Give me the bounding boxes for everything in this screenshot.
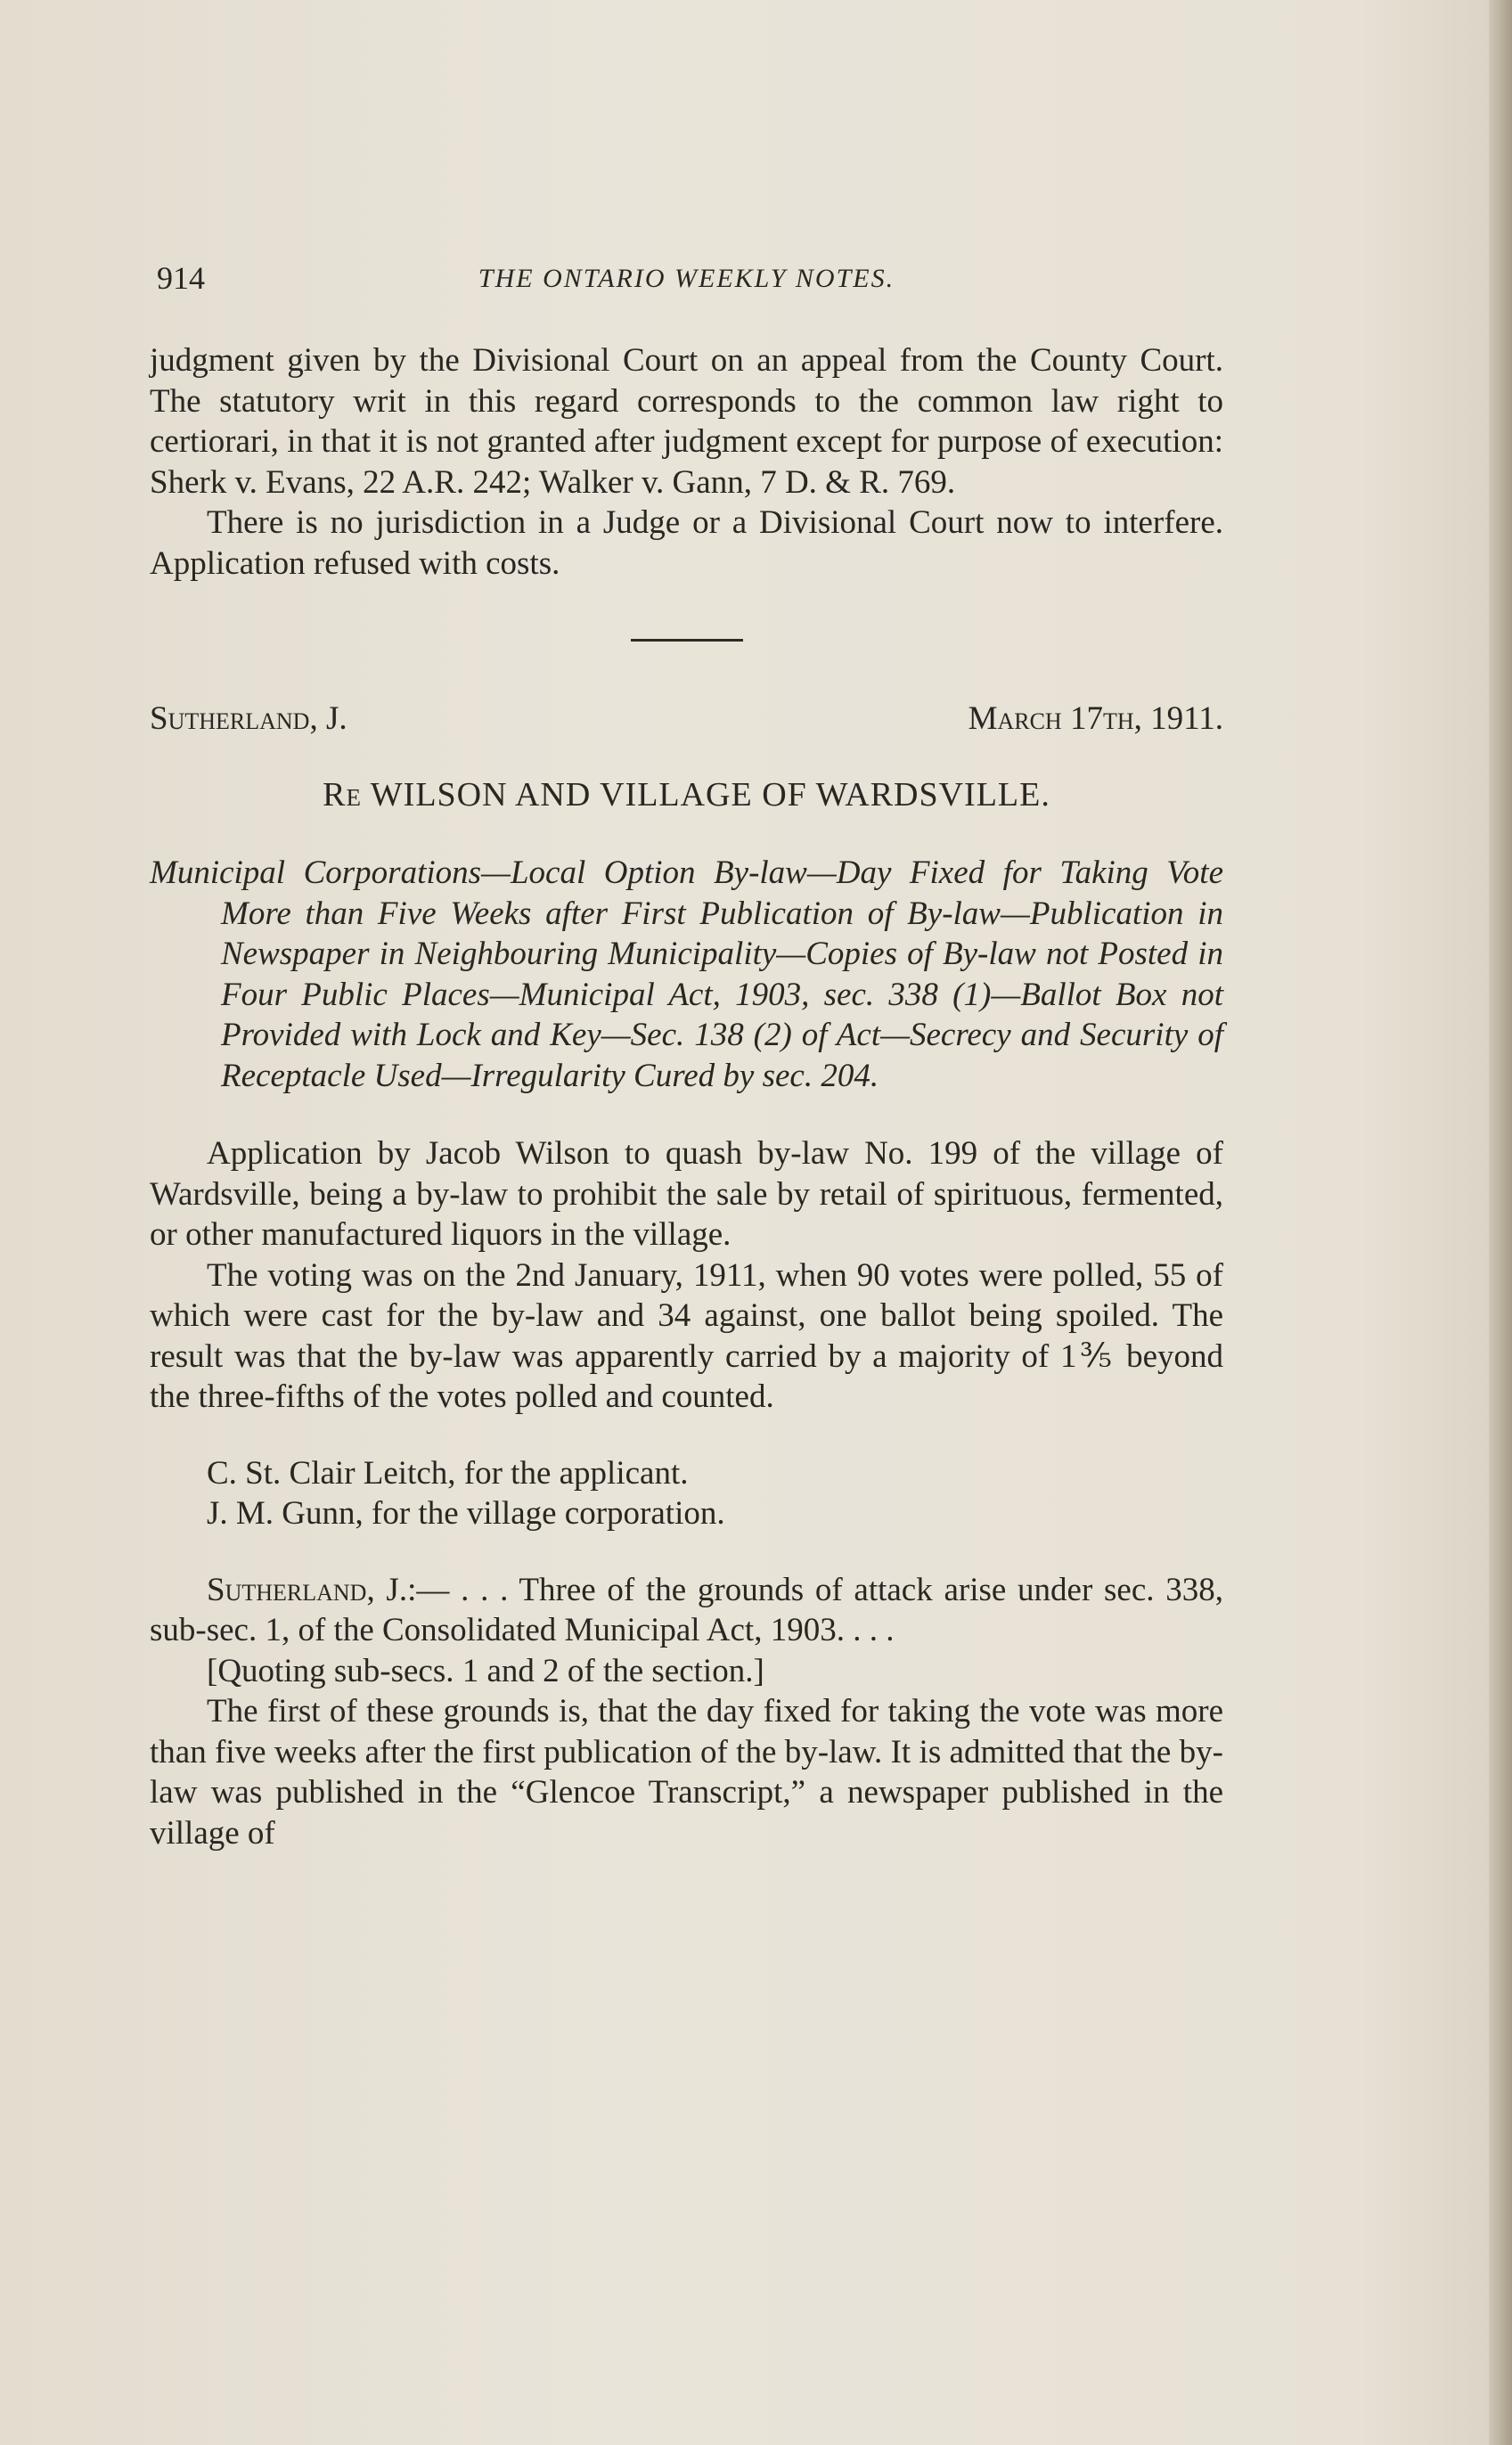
counsel-block: [150, 1453, 1223, 1534]
judgment-quote-note: [Quoting sub-secs. 1 and 2 of the section.]: [207, 1652, 764, 1689]
top-paragraph-2: There is no jurisdiction in a Judge or a Divisional Court now to interfere. Application refused with costs.: [150, 504, 1223, 582]
case-judge-date-line: [150, 699, 1223, 740]
running-head: THE ONTARIO WEEKLY NOTES.: [478, 264, 895, 293]
judgment-judge: Sutherland, J.: [207, 1571, 408, 1608]
case-title-text: WILSON AND VILLAGE OF WARDSVILLE.: [370, 775, 1050, 814]
body-paragraph-1: Application by Jacob Wilson to quash by-law No. 199 of the village of Wardsville, being a by-law to prohibit the sale by retail of spirituous, fermented, or other manufactured liquors in the village.: [150, 1135, 1223, 1253]
body-paragraph-2: The voting was on the 2nd January, 1911, when 90 votes were polled, 55 of which were cast for the by-law and 34 against, one ballot being spoiled. The result was that the by-law was apparently carried by a majority of 1⅗ beyond the three-fifths of the votes polled and counted.: [150, 1256, 1223, 1415]
counsel-applicant: C. St. Clair Leitch, for the applicant.: [207, 1454, 689, 1492]
case-headnote: Municipal Corporations—Local Option By-law—Day Fixed for Taking Vote More than Five Weeks after First Publication of By-law—Publication in Newspaper in Neighbouring Municipality—Copies of By-law not Posted in Four Public Places—Municipal Act, 1903, sec. 338 (1)—Ballot Box not Provided with Lock and Key—Sec. 138 (2) of Act—Secrecy and Security of Receptacle Used—Irregularity Cured by sec. 204.: [150, 855, 1223, 1094]
case-title: [150, 775, 1223, 816]
judgment-opening-text: :— . . . Three of the grounds of attack arise under sec. 338, sub-sec. 1, of the Consolidated Municipal Act, 1903. . . .: [150, 1571, 1223, 1648]
page-edge-shadow: [1489, 0, 1512, 2445]
counsel-respondent: J. M. Gunn, for the village corporation.: [207, 1495, 725, 1532]
judgment-continuation: The first of these grounds is, that the day fixed for taking the vote was more than five weeks after the first publication of the by-law. It is admitted that the by-law was published in the “Glencoe Transcript,” a newspaper published in the village of: [150, 1693, 1223, 1852]
page-header: [150, 258, 1223, 305]
judgment-opening: [150, 1570, 1223, 1651]
top-paragraph-1: judgment given by the Divisional Court on an appeal from the County Court. The statutory writ in this regard corresponds to the common law right to certiorari, in that it is not granted after judgment except for purpose of execution: Sherk v. Evans, 22 A.R. 242; Walker v. Gann, 7 D. & R. 769.: [150, 342, 1223, 501]
page-number: 914: [157, 260, 205, 296]
case-date: March 17th, 1911.: [968, 700, 1223, 737]
section-divider: [631, 639, 743, 642]
case-judge: Sutherland, J.: [150, 700, 347, 737]
page-content: [150, 258, 1223, 1853]
case-title-prefix: Re: [323, 775, 362, 814]
